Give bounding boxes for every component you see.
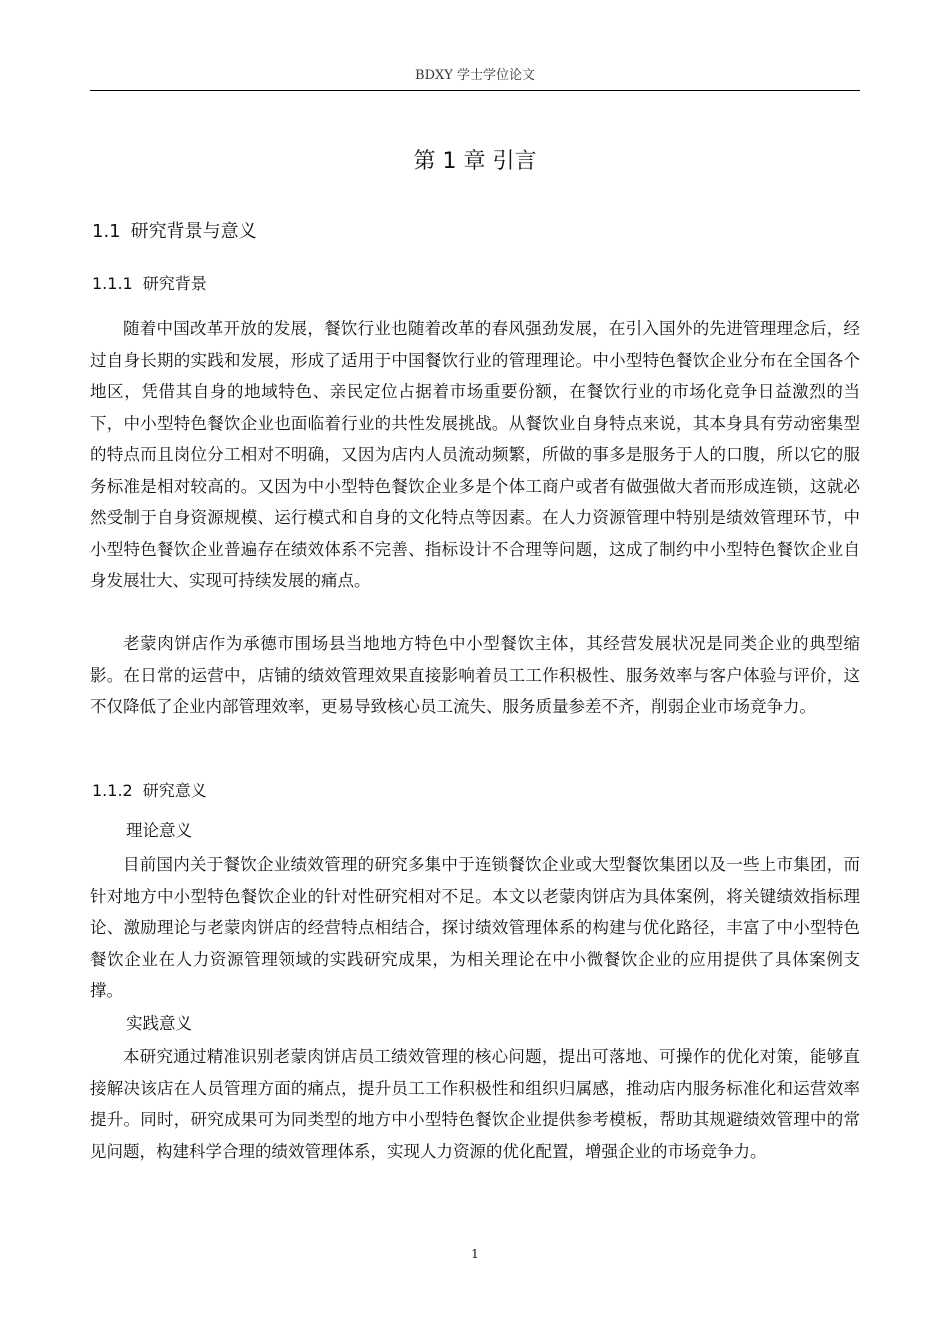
- theory-significance-paragraph: 目前国内关于餐饮企业绩效管理的研究多集中于连锁餐饮企业或大型餐饮集团以及一些上市集团，而针对地方中小型特色餐饮企业的针对性研究相对不足。本文以老蒙肉饼店为具体案例，将关键绩效指标理论、激励理论与老蒙肉饼店的经营特点相结合，探讨绩效管理体系的构建与优化路径，丰富了中小型特色餐饮企业在人力资源管理领域的实践研究成果，为相关理论在中小微餐饮企业的应用提供了具体案例支撑。: [90, 855, 860, 1000]
- practice-significance-paragraph: 本研究通过精准识别老蒙肉饼店员工绩效管理的核心问题，提出可落地、可操作的优化对策，能够直接解决该店在人员管理方面的痛点，提升员工工作积极性和组织归属感，推动店内服务标准化和运营效率提升。同时，研究成果可为同类型的地方中小型特色餐饮企业提供参考模板，帮助其规避绩效管理中的常见问题，构建科学合理的绩效管理体系，实现人力资源的优化配置，增强企业的市场竞争力。: [90, 1047, 860, 1161]
- theory-significance-label: 理论意义: [126, 821, 192, 840]
- section-number: 1.1: [92, 221, 121, 242]
- subsection-number: 1.1.1: [92, 274, 133, 293]
- running-header: [90, 66, 860, 91]
- background-paragraph-2: 老蒙肉饼店作为承德市围场县当地地方特色中小型餐饮主体，其经营发展状况是同类企业的典型缩影。在日常的运营中，店铺的绩效管理效果直接影响着员工工作积极性、服务效率与客户体验与评价，这不仅降低了企业内部管理效率，更易导致核心员工流失、服务质量参差不齐，削弱企业市场竞争力。: [90, 634, 860, 716]
- subsection-heading-background: [92, 271, 207, 297]
- practice-significance-label: 实践意义: [126, 1014, 192, 1033]
- background-paragraph-1: 随着中国改革开放的发展，餐饮行业也随着改革的春风强劲发展，在引入国外的先进管理理念后，经过自身长期的实践和发展，形成了适用于中国餐饮行业的管理理论。中小型特色餐饮企业分布在全国各个地区，凭借其自身的地域特色、亲民定位占据着市场重要份额，在餐饮行业的市场化竞争日益激烈的当下，中小型特色餐饮企业也面临着行业的共性发展挑战。从餐饮业自身特点来说，其本身具有劳动密集型的特点而且岗位分工相对不明确，又因为店内人员流动频繁，所做的事多是服务于人的口腹，所以它的服务标准是相对较高的。又因为中小型特色餐饮企业多是个体工商户或者有做强做大者而形成连锁，这就必然受制于自身资源规模、运行模式和自身的文化特点等因素。在人力资源管理中特别是绩效管理环节，中小型特色餐饮企业普遍存在绩效体系不完善、指标设计不合理等问题，这成了制约中小型特色餐饮企业自身发展壮大、实现可持续发展的痛点。: [90, 319, 860, 590]
- chapter-title: 第 1 章 引言: [413, 149, 537, 174]
- running-header-title: BDXY 学士学位论文: [415, 68, 535, 83]
- subsection-title: 研究背景: [142, 274, 207, 293]
- subsection-title: 研究意义: [142, 781, 207, 800]
- subsection-number: 1.1.2: [92, 781, 133, 800]
- section-heading: [92, 218, 257, 246]
- section-title: 研究背景与意义: [130, 221, 257, 242]
- subsection-heading-significance: [92, 778, 207, 804]
- page-number: 1: [471, 1247, 479, 1261]
